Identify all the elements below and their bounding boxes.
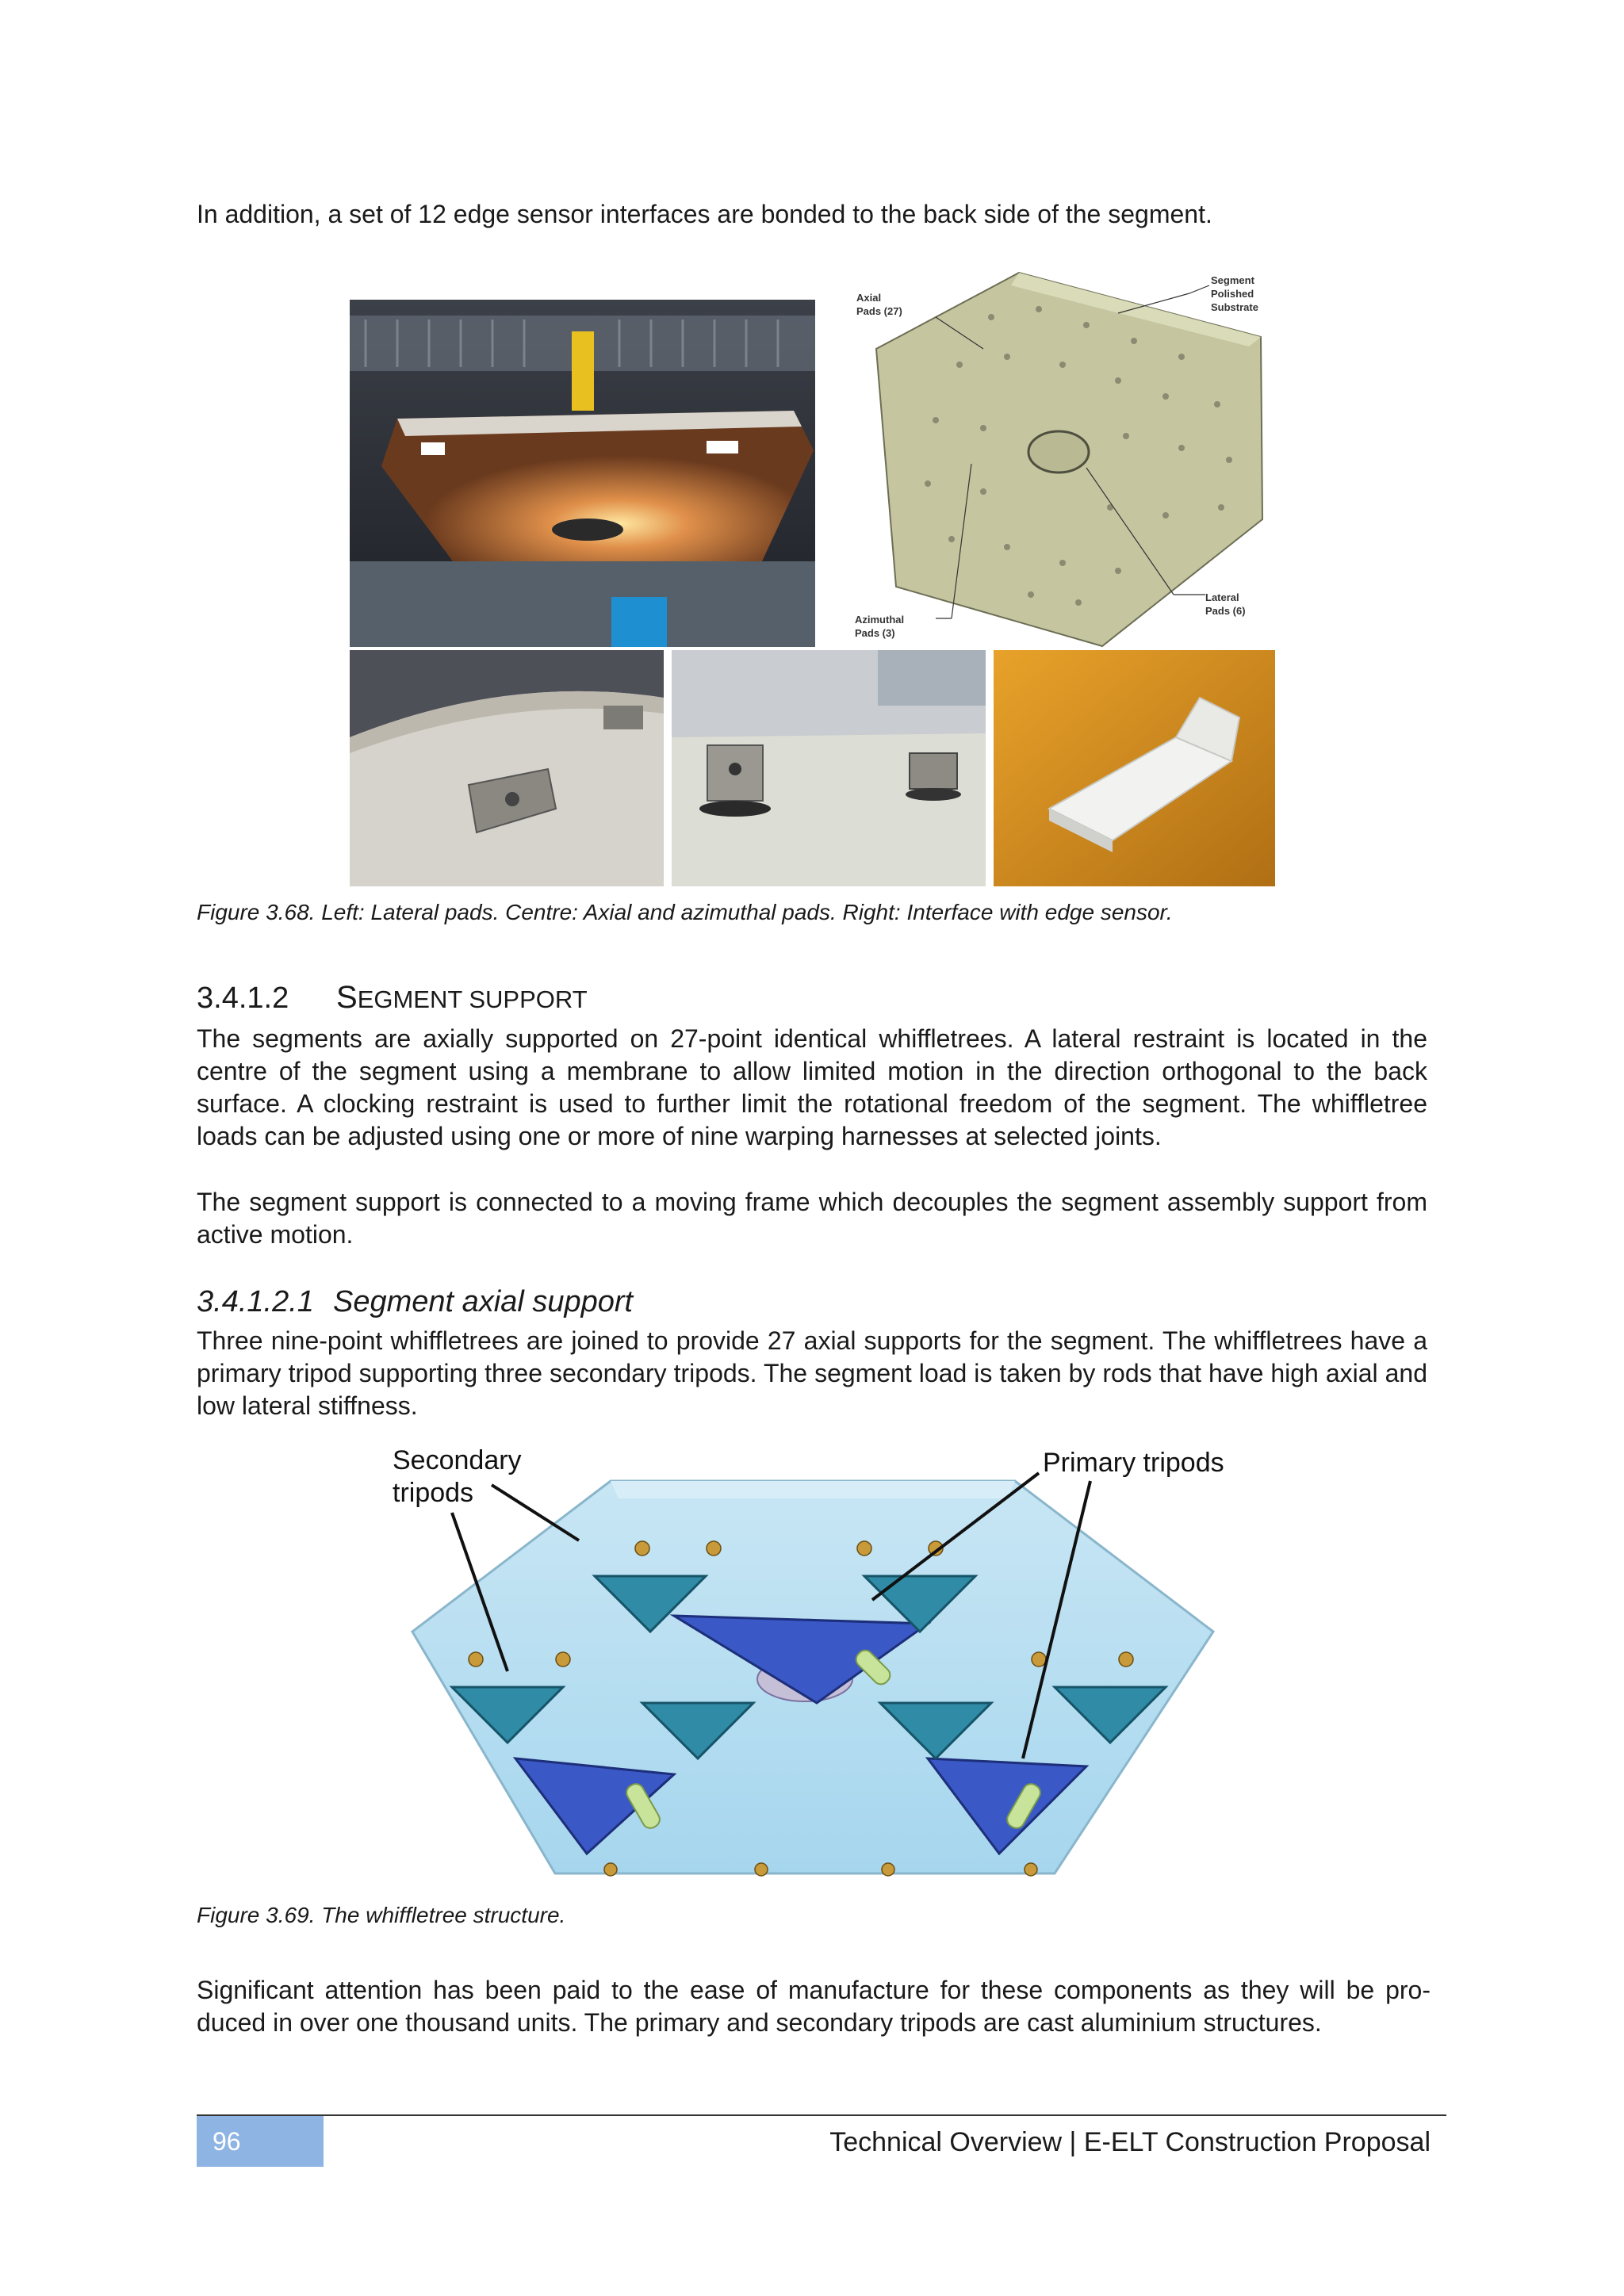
subsection-title: Segment axial support bbox=[333, 1285, 634, 1318]
paragraph-4 bbox=[197, 1974, 1431, 2039]
lateral-label-line2: Pads (6) bbox=[1205, 605, 1246, 617]
section-title-rest1: EGMENT bbox=[357, 985, 469, 1013]
axial-pads-photo bbox=[672, 650, 986, 886]
lateral-pad-photo bbox=[350, 650, 664, 886]
paragraph-3: Three nine-point whiffletrees are joined to provide 27 axial supports for the segment. The whiffletrees have a primary tripod supporting three secondary tripods. The segment load is taken by rods that have high axial and low lateral stiffness. bbox=[197, 1326, 1427, 1420]
edge-sensor-interface-photo bbox=[994, 650, 1275, 886]
paragraph-1: The segments are axially supported on 27-point identical whiffletrees. A lateral restraint is located in the centre of the segment using a membrane to allow limited motion in the direction orthogonal to the back surface. A clocking restraint is used to further limit the rotational freedom of the segment. The whiffletree loads can be adjusted using one or more of nine warping harnesses at selected joints. bbox=[197, 1024, 1427, 1150]
segment-lift-photo bbox=[350, 300, 815, 647]
lateral-label-line1: Lateral bbox=[1205, 591, 1239, 603]
paragraph-4-line-2: duced in over one thousand units. The primary and secondary tripods are cast aluminium structures. bbox=[197, 2008, 1322, 2037]
page-number: 96 bbox=[213, 2127, 241, 2156]
azimuthal-label-line2: Pads (3) bbox=[855, 627, 895, 639]
footer-title: Technical Overview | E-ELT Construction Proposal bbox=[829, 2127, 1431, 2157]
subsection-number: 3.4.1.2.1 bbox=[197, 1285, 314, 1318]
section-title-rest2: SUPPORT bbox=[469, 985, 588, 1013]
azimuthal-label-line1: Azimuthal bbox=[855, 614, 905, 626]
intro-text: In addition, a set of 12 edge sensor interfaces are bonded to the back side of the segment. bbox=[197, 200, 1212, 228]
section-number: 3.4.1.2 bbox=[197, 982, 289, 1015]
segment-label-line1: Segment bbox=[1211, 274, 1254, 286]
paragraph-4-line-1: Significant attention has been paid to the ease of manufacture for these components as they will be pro- bbox=[197, 1976, 1431, 2004]
axial-label-line2: Pads (27) bbox=[856, 305, 902, 317]
segment-label-line3: Substrate bbox=[1211, 301, 1258, 313]
footer-rule bbox=[197, 2114, 1446, 2116]
secondary-tripods-label-line1: Secondary bbox=[393, 1445, 522, 1475]
secondary-tripods-label-line2: tripods bbox=[393, 1478, 474, 1508]
pad-layout-drawing bbox=[848, 270, 1271, 650]
section-title-cap: S bbox=[336, 980, 358, 1015]
subsection-heading bbox=[197, 1284, 633, 1320]
section-heading bbox=[197, 979, 588, 1018]
figure-3-69-caption: Figure 3.69. The whiffletree structure. bbox=[197, 1903, 566, 1927]
axial-label-line1: Axial bbox=[856, 292, 882, 304]
figure-3-68-caption: Figure 3.68. Left: Lateral pads. Centre: Axial and azimuthal pads. Right: Interface with edge sensor. bbox=[197, 900, 1173, 924]
paragraph-2: The segment support is connected to a moving frame which decouples the segment assembly support from active motion. bbox=[197, 1188, 1427, 1249]
segment-label-line2: Polished bbox=[1211, 288, 1254, 300]
whiffletree-structure-figure bbox=[373, 1441, 1245, 1887]
primary-tripods-label: Primary tripods bbox=[1043, 1448, 1224, 1478]
